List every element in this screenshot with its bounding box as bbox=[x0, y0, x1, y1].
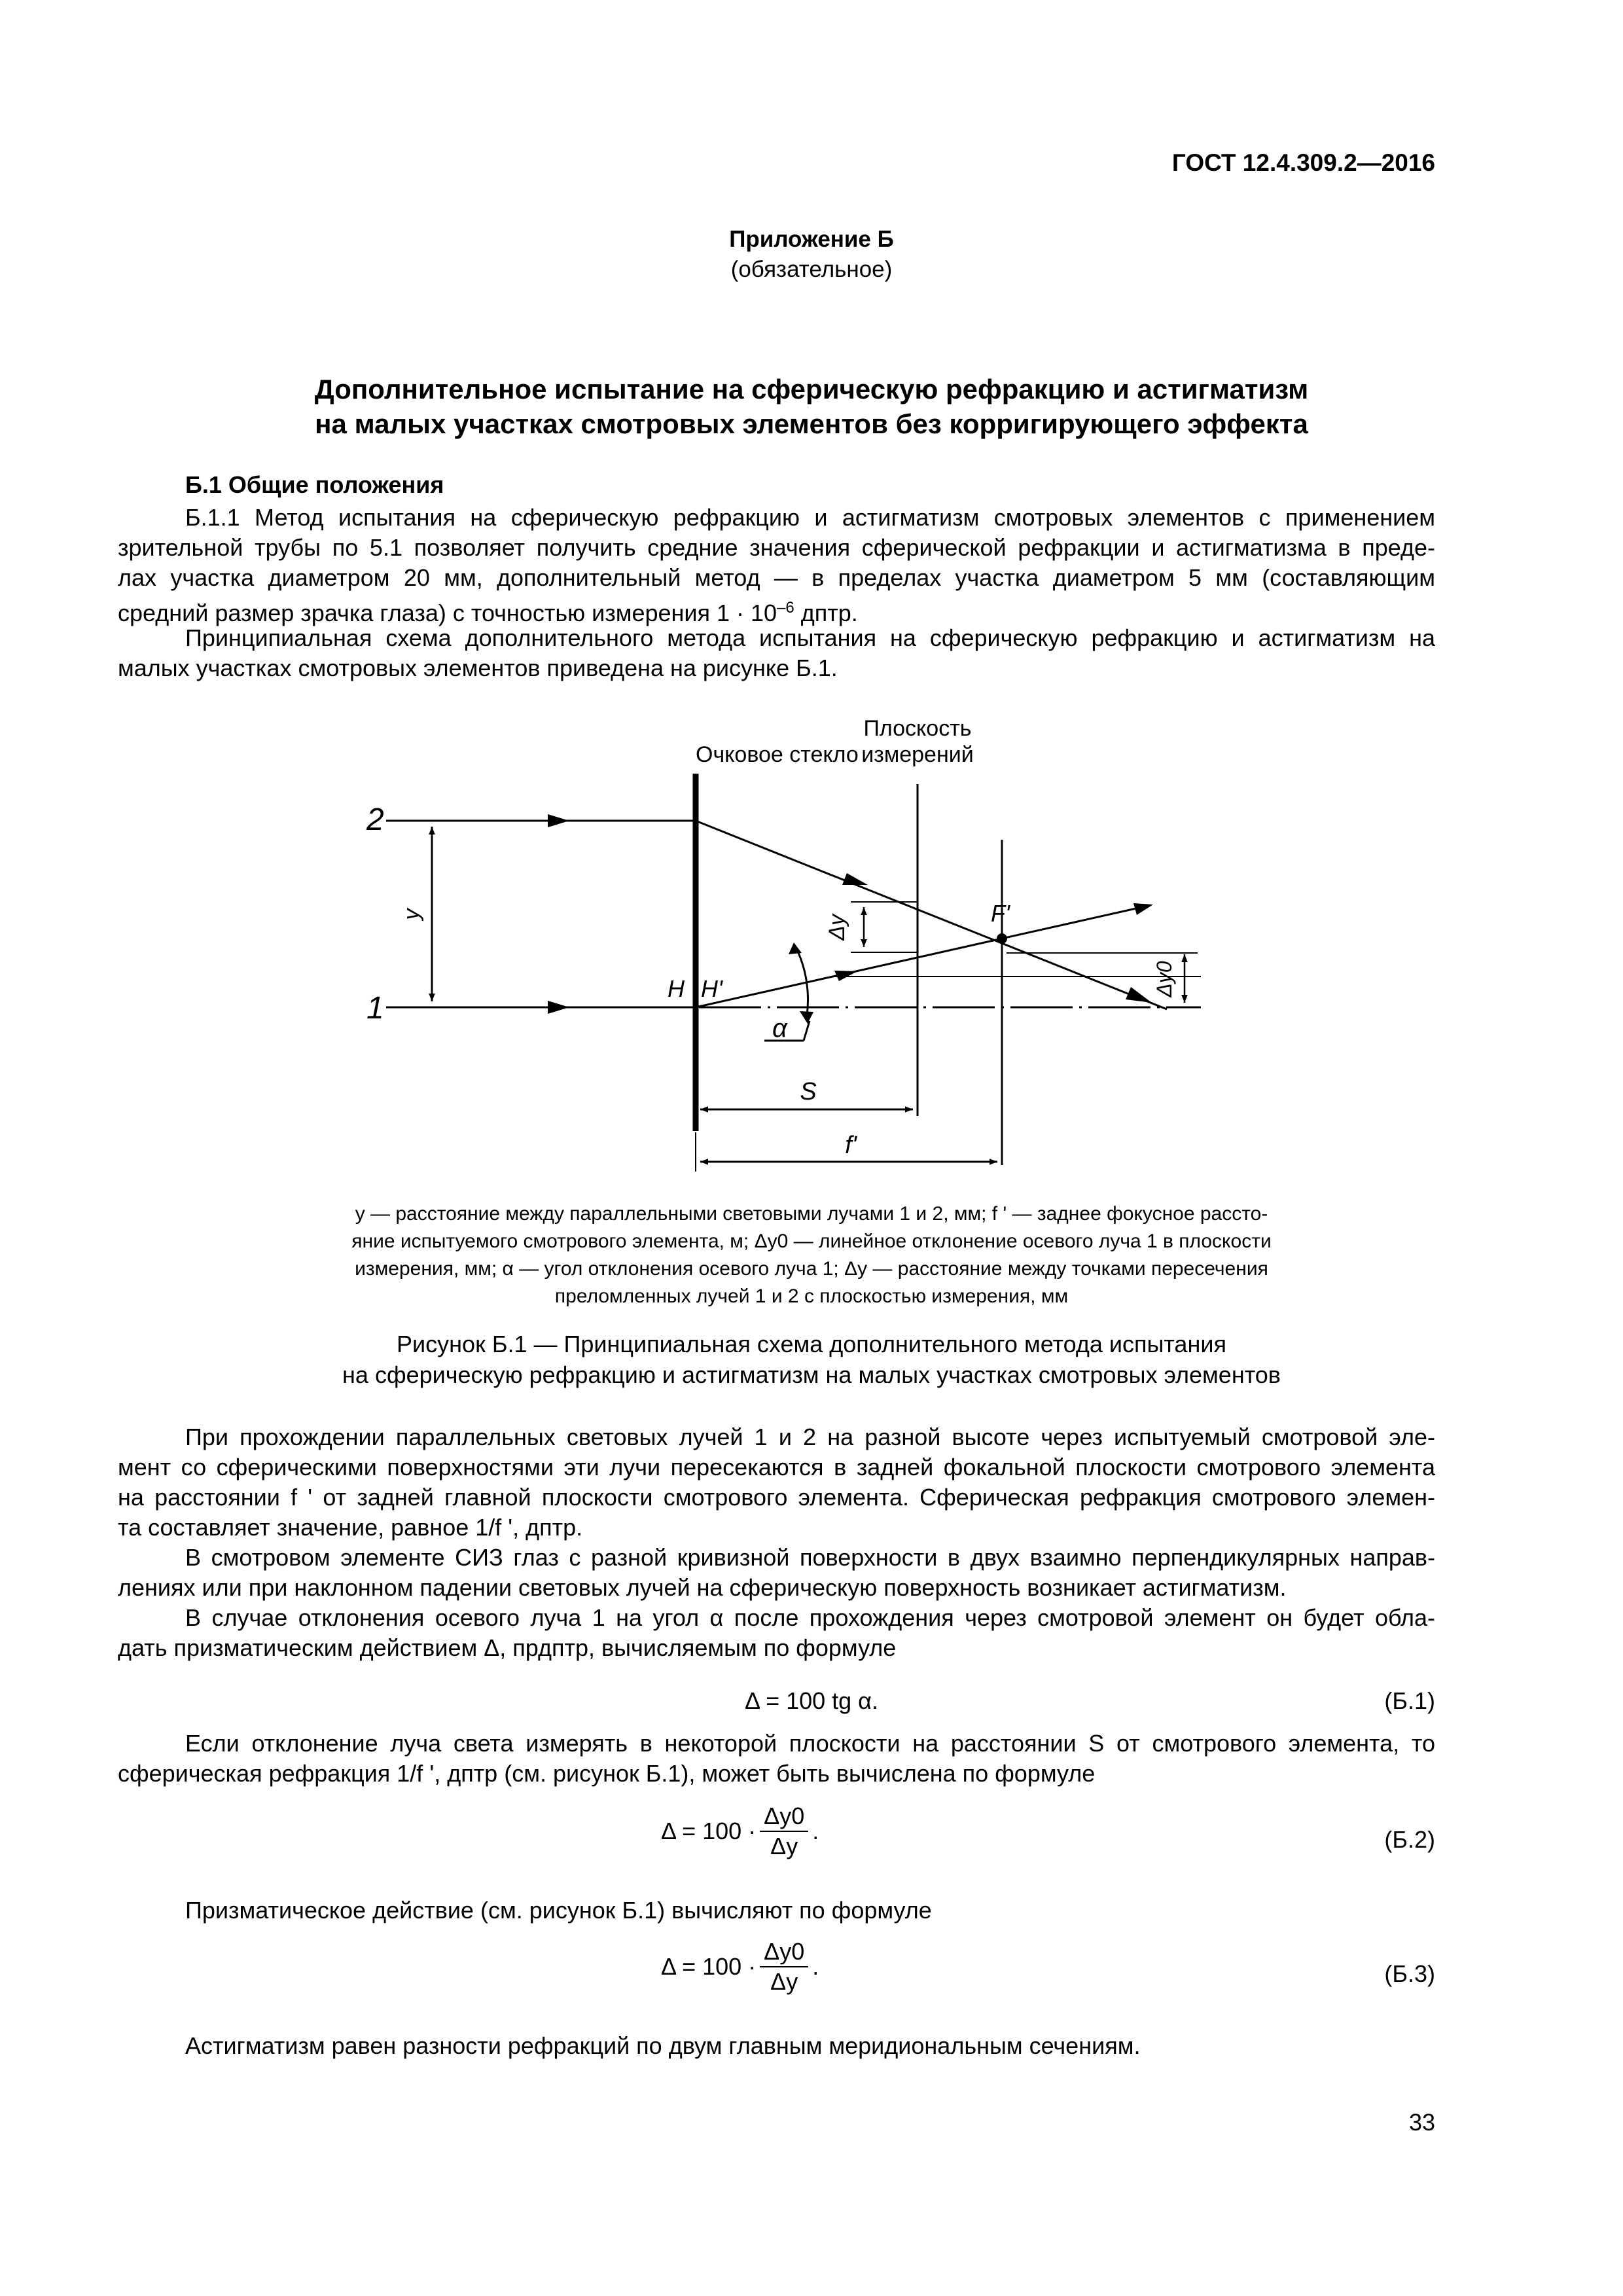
p1-line4-text: средний размер зрачка глаза) с точностью измерения 1 · 10 bbox=[118, 600, 777, 626]
label-y: y bbox=[399, 908, 424, 920]
refracted-ray-2-end-arrowhead bbox=[1126, 987, 1152, 1003]
ray-1-arrowhead bbox=[548, 1001, 569, 1014]
label-ray-1: 1 bbox=[366, 991, 384, 1026]
paragraph-7: Призматическое действие (см. рисунок Б.1) вычисляют по формуле bbox=[185, 1897, 932, 1924]
p1-line4-unit: дптр. bbox=[794, 600, 858, 626]
ray-2-arrowhead bbox=[548, 814, 569, 827]
p1-exponent: –6 bbox=[777, 599, 794, 617]
alpha-leader-tick bbox=[804, 1021, 810, 1041]
label-f-prime: f' bbox=[845, 1132, 857, 1159]
appendix-label: Приложение Б bbox=[729, 226, 894, 252]
p3-line2: мент со сферическими поверхностями эти лучи пересекаются в задней фокальной плоскости смотрового элемента bbox=[118, 1454, 1435, 1480]
formula-b2-end: . bbox=[812, 1818, 819, 1844]
formula-b3-numerator: Δy0 bbox=[760, 1939, 808, 1967]
label-H-prime: H' bbox=[701, 975, 722, 1002]
label-dy: Δy bbox=[825, 914, 849, 941]
p4-line2: лениях или при наклонном падении световых лучей на сферическую поверхность возникает астигматизм. bbox=[118, 1574, 1287, 1601]
p1-line1: Б.1.1 Метод испытания на сферическую рефракцию и астигматизм смотровых элементов с применением bbox=[185, 504, 1435, 531]
document-code: ГОСТ 12.4.309.2—2016 bbox=[1171, 149, 1435, 176]
figure-caption-line1: Рисунок Б.1 — Принципиальная схема дополнительного метода испытания bbox=[397, 1331, 1226, 1357]
formula-b2-denominator: Δy bbox=[770, 1833, 798, 1859]
paragraph-6 bbox=[118, 1729, 1435, 1789]
formula-b2-numerator: Δy0 bbox=[760, 1803, 808, 1832]
paragraph-3 bbox=[118, 1422, 1435, 1663]
label-alpha: α bbox=[772, 1014, 787, 1043]
legend-line1: y — расстояние между параллельными световыми лучами 1 и 2, мм; f ' — заднее фокусное рассто- bbox=[355, 1203, 1268, 1225]
refracted-ray-1-arrowhead bbox=[1133, 903, 1153, 915]
p6-line2: сферическая рефракция 1/f ', дптр (см. рисунок Б.1), может быть вычислена по формуле bbox=[118, 1760, 1096, 1787]
paragraph-1 bbox=[118, 503, 1435, 628]
label-dy0: Δy0 bbox=[1152, 961, 1176, 997]
paragraph-2 bbox=[118, 623, 1435, 683]
focal-point bbox=[997, 933, 1007, 944]
label-F-prime: F' bbox=[991, 900, 1010, 927]
p1-line3: лах участка диаметром 20 мм, дополнительный метод — в пределах участка диаметром 5 мм (составляющим bbox=[118, 564, 1435, 591]
formula-b1-number: (Б.1) bbox=[1384, 1687, 1435, 1714]
label-plane-2: измерений bbox=[861, 742, 974, 767]
legend-line3: измерения, мм; α — угол отклонения осевого луча 1; Δy — расстояние между точками пересечения bbox=[355, 1258, 1268, 1280]
label-plane-1: Плоскость bbox=[863, 716, 972, 741]
p6-line1: Если отклонение луча света измерять в некоторой плоскости на расстоянии S от смотрового элемента, то bbox=[185, 1730, 1435, 1757]
section-heading: Б.1 Общие положения bbox=[185, 471, 444, 498]
formula-b3-denominator: Δy bbox=[770, 1968, 798, 1995]
refracted-ray-2 bbox=[696, 821, 1167, 1009]
formula-b1: Δ = 100 tg α. bbox=[745, 1687, 878, 1714]
label-lens: Очковое стекло bbox=[696, 742, 859, 767]
refracted-ray-1 bbox=[696, 905, 1150, 1007]
p2-line1: Принципиальная схема дополнительного метода испытания на сферическую рефракцию и астигматизм на bbox=[185, 624, 1435, 651]
p1-line2: зрительной трубы по 5.1 позволяет получить средние значения сферической рефракции и астигматизма в преде- bbox=[118, 534, 1435, 561]
alpha-arc bbox=[795, 946, 808, 1016]
alpha-arrowhead-bottom bbox=[800, 1011, 813, 1024]
formula-b3-end: . bbox=[812, 1953, 819, 1980]
formula-b2-left: Δ = 100 · bbox=[661, 1818, 757, 1844]
formula-b3-left: Δ = 100 · bbox=[661, 1953, 757, 1980]
p2-line2: малых участках смотровых элементов приведена на рисунке Б.1. bbox=[118, 655, 838, 681]
alpha-arrowhead-top bbox=[789, 942, 802, 954]
p3-line3: на расстоянии f ' от задней главной плоскости смотрового элемента. Сферическая рефракция смотрового элемен- bbox=[118, 1484, 1435, 1511]
p4-line1: В смотровом элементе СИЗ глаз с разной кривизной поверхности в двух взаимно перпендикулярных направ- bbox=[185, 1544, 1435, 1571]
formula-b3-number: (Б.3) bbox=[1384, 1960, 1435, 1987]
paragraph-8: Астигматизм равен разности рефракций по двум главным меридиональным сечениям. bbox=[185, 2032, 1141, 2059]
figure-caption-line2: на сферическую рефракцию и астигматизм на малых участках смотровых элементов bbox=[342, 1361, 1281, 1388]
figure-b1-diagram bbox=[0, 694, 1623, 1178]
label-ray-2: 2 bbox=[366, 802, 384, 837]
appendix-title-line1: Дополнительное испытание на сферическую рефракцию и астигматизм bbox=[314, 374, 1309, 404]
p5-line1: В случае отклонения осевого луча 1 на угол α после прохождения через смотровой элемент он будет обла- bbox=[185, 1604, 1435, 1631]
formula-b2-number: (Б.2) bbox=[1384, 1826, 1435, 1853]
refracted-ray-2-arrowhead bbox=[842, 873, 868, 885]
label-H: H bbox=[668, 975, 685, 1002]
appendix-status: (обязательное) bbox=[730, 257, 893, 282]
p3-line4: та составляет значение, равное 1/f ', дптр. bbox=[118, 1514, 583, 1541]
label-S: S bbox=[800, 1078, 817, 1105]
p5-line2: дать призматическим действием Δ, прдптр, вычисляемым по формуле bbox=[118, 1634, 897, 1661]
figure-caption bbox=[0, 1329, 1623, 1390]
figure-legend bbox=[0, 1200, 1623, 1310]
appendix-title-line2: на малых участках смотровых элементов без корригирующего эффекта bbox=[315, 408, 1308, 439]
page-number: 33 bbox=[1408, 2109, 1435, 2136]
p3-line1: При прохождении параллельных световых лучей 1 и 2 на разной высоте через испытуемый смотровой эле- bbox=[185, 1424, 1435, 1450]
legend-line4: преломленных лучей 1 и 2 с плоскостью измерения, мм bbox=[554, 1285, 1069, 1307]
legend-line2: яние испытуемого смотрового элемента, м; Δy0 — линейное отклонение осевого луча 1 в плоскости bbox=[351, 1230, 1272, 1252]
